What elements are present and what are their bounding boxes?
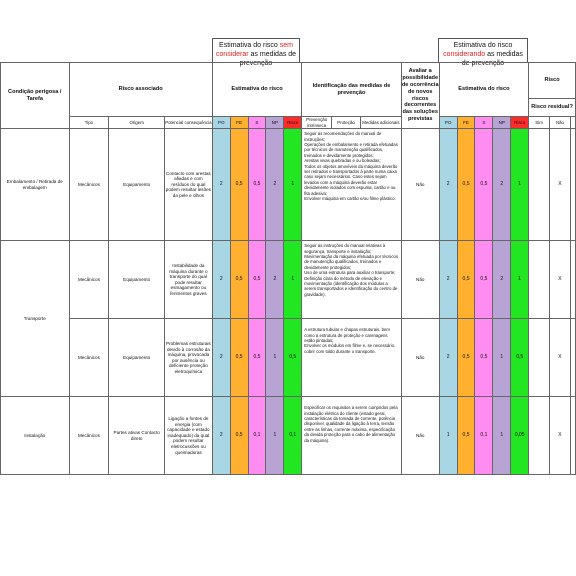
cell-sim: [529, 129, 550, 241]
cell-tipo: Mecânicos: [69, 397, 109, 475]
cell-risco: 1: [284, 241, 302, 319]
cell-origem: Equipamento: [109, 129, 165, 241]
col-header-condicao: Condição perigosa / Tarefa: [1, 63, 70, 129]
col-header-np-2: NP: [493, 117, 511, 129]
cell-tipo: Mecânicos: [69, 129, 109, 241]
cell-np: 2: [266, 129, 284, 241]
group-label: Instalação: [1, 397, 70, 475]
cell-np-2: 1: [493, 319, 511, 397]
col-header-protecao: Proteção: [332, 117, 361, 129]
cell-s: 0,5: [248, 319, 266, 397]
cell-medidas: [302, 397, 402, 475]
medida-text: Operações de embalamento e retirada efetuadas por técnicos de manutenção qualificados, treinados e devidamente protegidos;: [304, 142, 398, 158]
table-row: [1, 397, 576, 475]
cell-tipo: Mecânicos: [69, 241, 109, 319]
cell-risco-2: 1: [511, 129, 529, 241]
cell-risco-2: 0,05: [511, 397, 529, 475]
col-header-estimativa: Estimativa do risco: [212, 63, 301, 117]
cell-medidas: [302, 241, 402, 319]
cell-nao: X: [550, 397, 571, 475]
cell-medidas: [302, 319, 402, 397]
cell-medidas: [302, 129, 402, 241]
cell-s-2: 0,5: [475, 319, 493, 397]
cell-nao: X: [550, 129, 571, 241]
cell-sim: [529, 319, 550, 397]
cell-po-2: 2: [439, 241, 457, 319]
medida-text: Seguir as recomendações do manual de instruções;: [304, 131, 382, 142]
medida-text: Arestas vivas quebradas e ou boleadas;: [304, 158, 381, 164]
cell-s-2: 0,1: [475, 397, 493, 475]
estimate-before-header: Estimativa do risco sem considerar as medidas de prevenção: [212, 38, 300, 63]
cell-sim: [529, 397, 550, 475]
cell-nao: X: [550, 319, 571, 397]
col-header-prevencao: Prevenção intrínseca: [302, 117, 332, 129]
cell-potencial: Problemas estruturais devido à corrosão da máquina, provocada por ausência ou deficiente proteção eletroquímica: [165, 319, 213, 397]
cell-avaliar: Não: [401, 397, 439, 475]
col-header-origem: Origem: [109, 117, 165, 129]
col-header-fe-2: FE: [457, 117, 475, 129]
col-header-avaliar: Avaliar a possibilidade de ocorrência de novos riscos decorrentes das soluções previstas: [401, 63, 439, 129]
medida-text: Envolver máquina em cartão e/ou filme plástico.: [304, 196, 396, 202]
cell-po-2: 1: [439, 397, 457, 475]
cell-fe: 0,5: [230, 129, 248, 241]
col-header-medidas: Medidas adicionais: [360, 117, 401, 129]
cell-s: 0,5: [248, 129, 266, 241]
col-header-po: PO: [212, 117, 230, 129]
medida-text: Definição clara do método de elevação e movimentação (identificação dos módulos a serem transportados e identificação do centro de gravidade).: [304, 275, 398, 297]
cell-s-2: 0,5: [475, 129, 493, 241]
cell-risco: 1: [284, 129, 302, 241]
cell-potencial: Contacto com arestas afiadas e com resíduos do qual podem resultar lesões da pele e olhos: [165, 129, 213, 241]
cell-fe: 0,5: [230, 241, 248, 319]
medida-text: Movimentação da máquina efetuada por técnicos de manutenção qualificados, treinados e devidamente protegidos;: [304, 254, 399, 270]
col-header-s: S: [248, 117, 266, 129]
cell-extra: [570, 397, 575, 475]
col-header-risco-short: Risco: [284, 117, 302, 129]
cell-fe: 0,5: [230, 319, 248, 397]
cell-avaliar: Não: [401, 129, 439, 241]
risk-assessment-table: [0, 62, 576, 475]
col-header-risco: Risco: [529, 63, 576, 99]
cell-risco: 0,1: [284, 397, 302, 475]
cell-tipo: Mecânicos: [69, 319, 109, 397]
col-header-risco-residual: Risco residual?: [529, 99, 576, 117]
medida-text: Especificar os requisitos a serem cumpridos pela instalação elétrica do cliente (estado geral, características da tomada de corrente, potência disponível, qualidade da ligação à terra, tensão entre as linhas, corrente máxima, especificação da devida proteção para o cabo de alimentação da máquina).: [304, 405, 398, 443]
table-row: [1, 129, 576, 241]
medida-text: A estrutura tubular e chapas estruturais, bem como a estrutura de proteção e carenagens estão pintadas;: [304, 327, 390, 343]
cell-sim: [529, 241, 550, 319]
cell-s: 0,5: [248, 241, 266, 319]
medida-text: Todos os objetos amovíveis da máquina deverão ser retirados e transportados à parte numa caixa caso sejam necessários. Caso estes sejam levados com a máquina deverão estar devidamente isolados com espuma, cartão e ou fita adesiva;: [304, 163, 398, 196]
col-header-fe: FE: [230, 117, 248, 129]
cell-avaliar: Não: [401, 319, 439, 397]
cell-po: 2: [212, 397, 230, 475]
medida-text: Seguir as instruções do manual relativas à segurança, transporte e instalação;: [304, 243, 386, 254]
cell-avaliar: Não: [401, 241, 439, 319]
col-header-s-2: S: [475, 117, 493, 129]
cell-po-2: 2: [439, 129, 457, 241]
col-header-potencial: Potencial consequência: [165, 117, 213, 129]
cell-np: 2: [266, 241, 284, 319]
cell-fe-2: 0,5: [457, 129, 475, 241]
cell-po: 2: [212, 129, 230, 241]
col-header-extra: [570, 117, 575, 129]
col-header-identificacao: Identificação das medidas de prevenção: [302, 63, 402, 117]
cell-extra: [570, 319, 575, 397]
col-header-po-2: PO: [439, 117, 457, 129]
cell-origem: Partes ativas Contacto direto: [109, 397, 165, 475]
cell-np-2: 2: [493, 241, 511, 319]
cell-extra: [570, 241, 575, 319]
cell-extra: [570, 129, 575, 241]
table-row: [1, 241, 576, 319]
col-header-risco-associado: Risco associado: [69, 63, 212, 117]
table-row: [1, 319, 576, 397]
cell-fe-2: 0,5: [457, 319, 475, 397]
col-header-estimativa-2: Estimativa do risco: [439, 63, 528, 117]
cell-fe-2: 0,5: [457, 397, 475, 475]
cell-po: 2: [212, 241, 230, 319]
cell-risco-2: 0,5: [511, 319, 529, 397]
cell-s-2: 0,5: [475, 241, 493, 319]
cell-np: 1: [266, 397, 284, 475]
group-label: Transporte: [1, 241, 70, 397]
cell-origem: Equipamento: [109, 319, 165, 397]
medida-text: Envolver os módulos em filme e, se necessário, cobrir com toldo durante o transporte.: [304, 343, 396, 354]
cell-np-2: 2: [493, 129, 511, 241]
cell-fe-2: 0,5: [457, 241, 475, 319]
col-header-nao: Não: [550, 117, 571, 129]
col-header-np: NP: [266, 117, 284, 129]
cell-fe: 0,5: [230, 397, 248, 475]
col-header-risco-short-2: Risco: [511, 117, 529, 129]
medida-text: Uso de uma estrutura para auxiliar o transporte;: [304, 270, 396, 276]
cell-risco: 0,5: [284, 319, 302, 397]
cell-risco-2: 1: [511, 241, 529, 319]
cell-np-2: 1: [493, 397, 511, 475]
group-label: Embalamento / Retirada de embalagem: [1, 129, 70, 241]
col-header-tipo: Tipo: [69, 117, 109, 129]
cell-np: 1: [266, 319, 284, 397]
cell-s: 0,1: [248, 397, 266, 475]
cell-nao: X: [550, 241, 571, 319]
cell-potencial: Instabilidade da máquina durante o transporte do qual pode resultar esmagamento ou ferimentos graves: [165, 241, 213, 319]
col-header-sim: Sim: [529, 117, 550, 129]
cell-origem: Equipamento: [109, 241, 165, 319]
cell-po: 2: [212, 319, 230, 397]
estimate-after-header: Estimativa do risco considerando as medidas de prevenção: [438, 38, 528, 63]
cell-potencial: Ligação a fontes de energia (com capacidade e estado inadequado) da qual podem resultar eletrocussões ou queimaduras: [165, 397, 213, 475]
cell-po-2: 2: [439, 319, 457, 397]
